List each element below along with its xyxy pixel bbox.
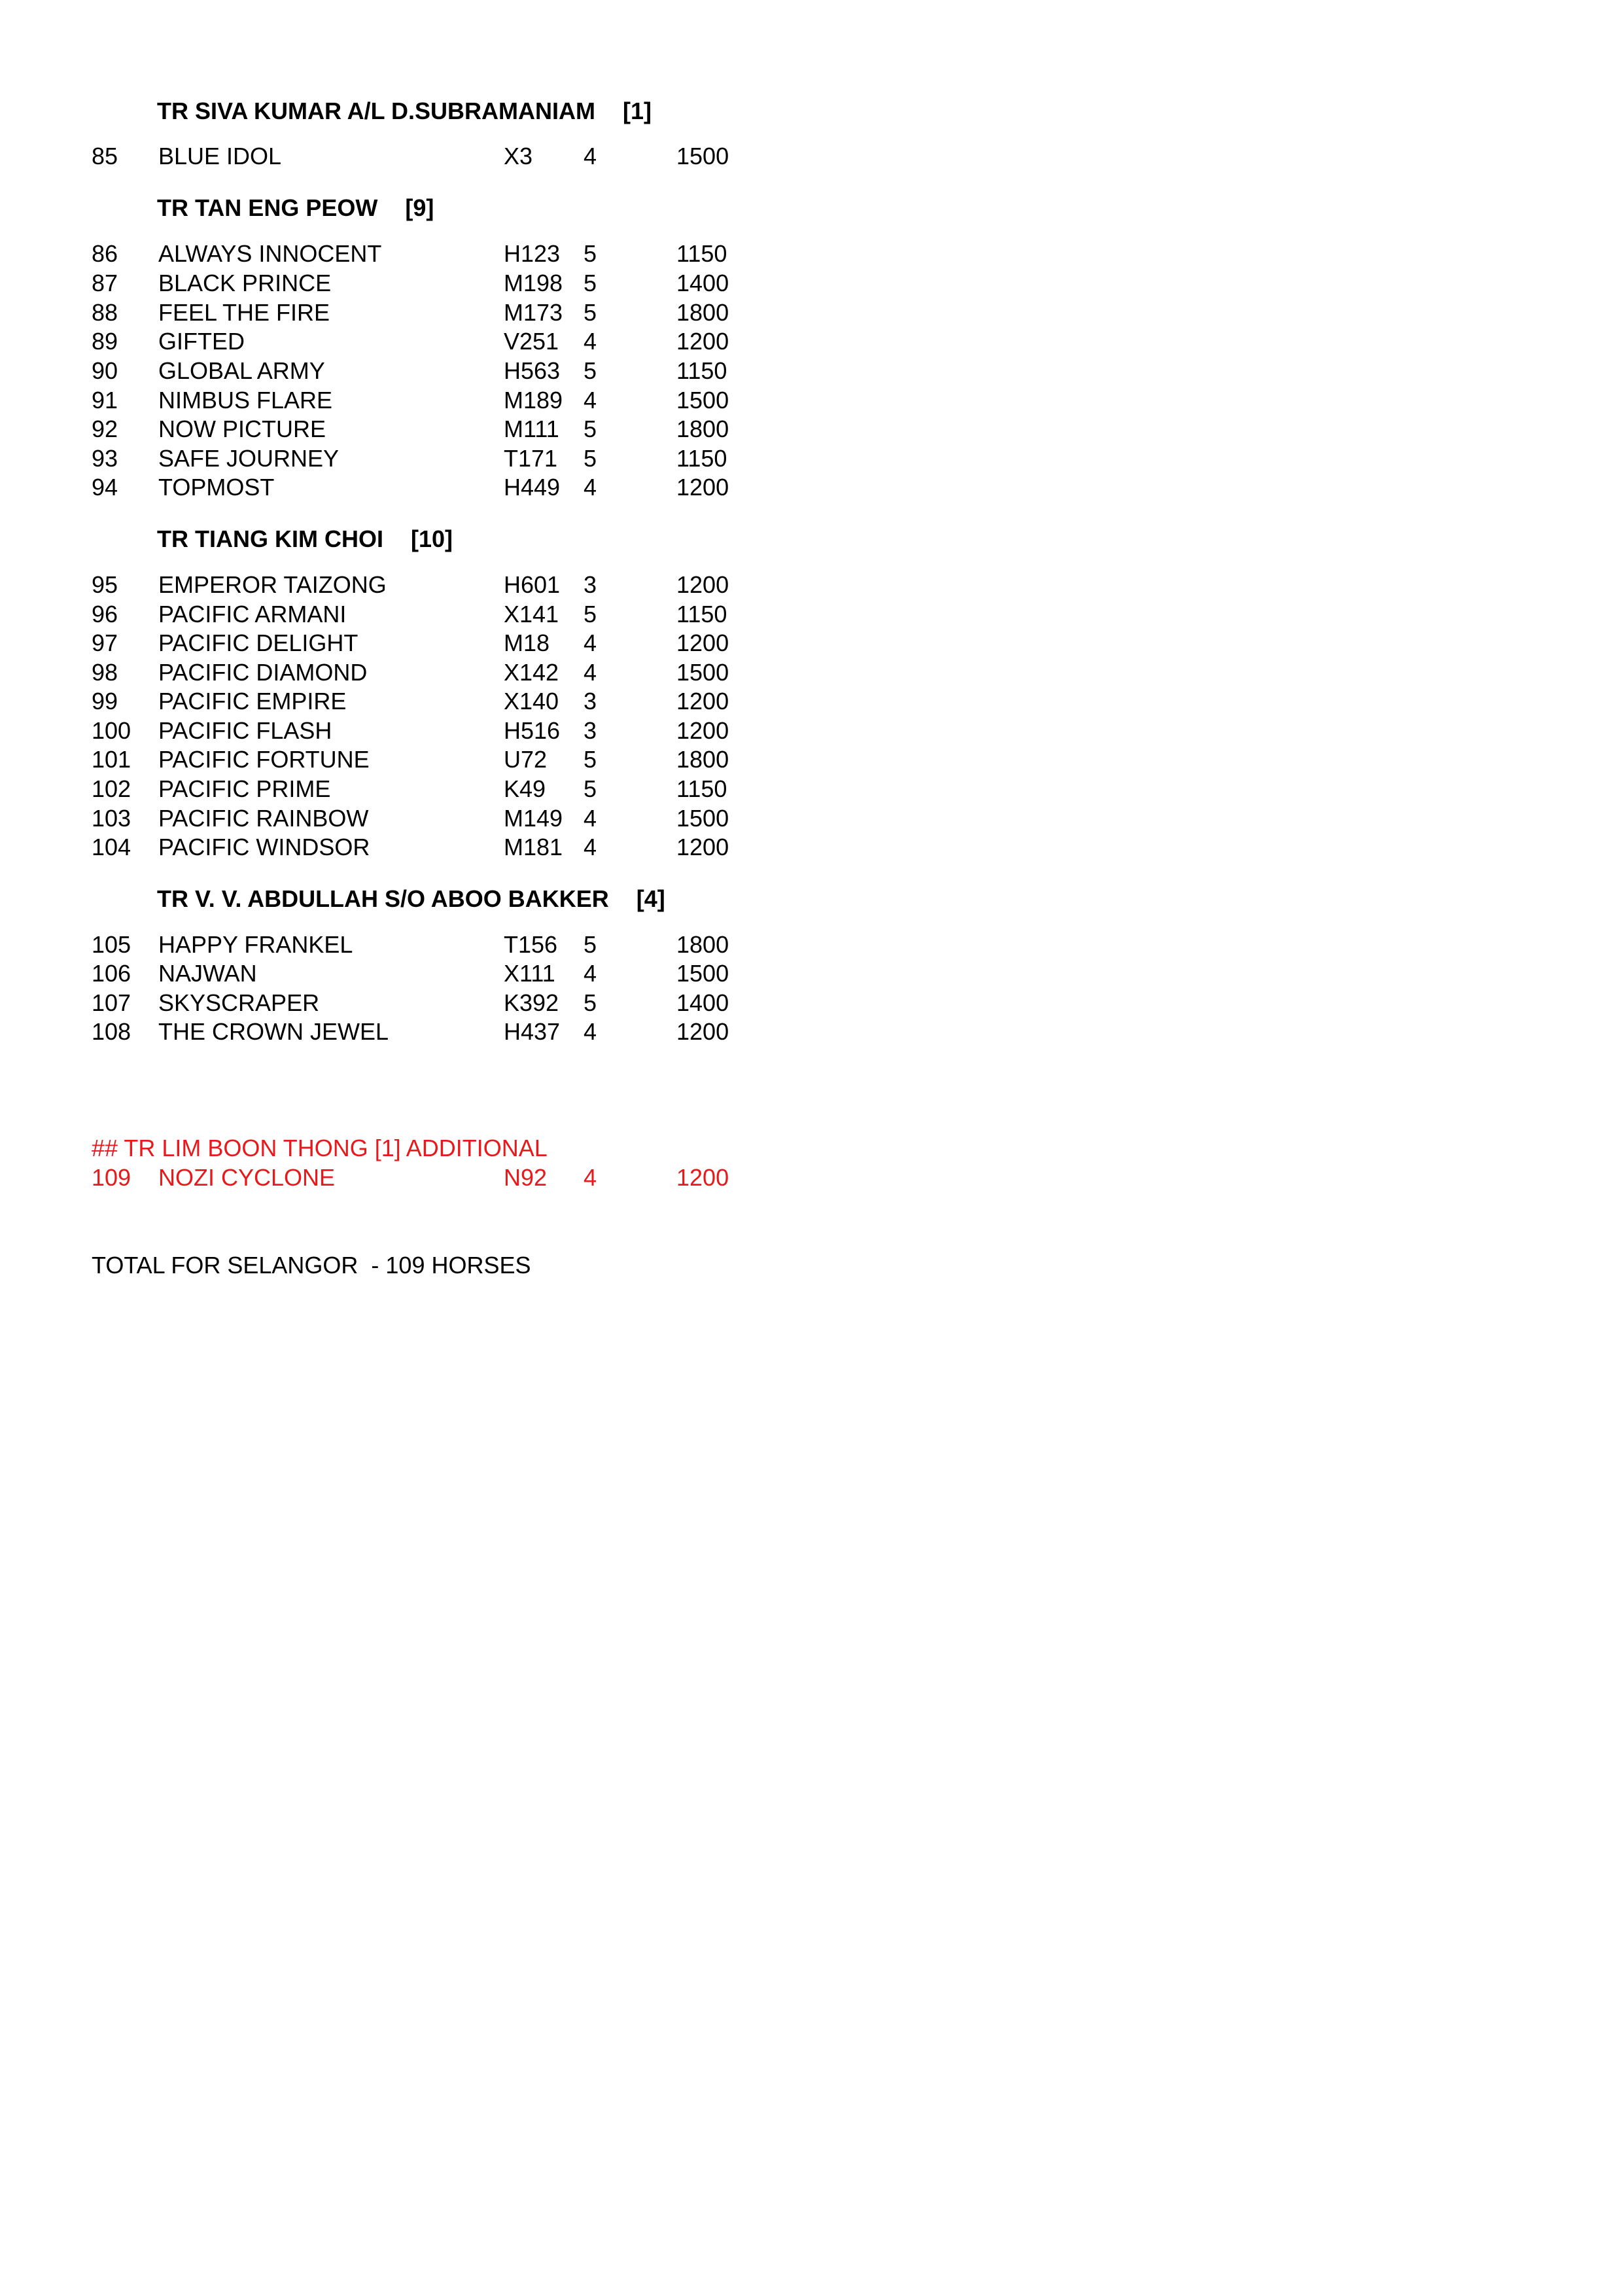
trainer-header: [157, 99, 652, 123]
horse-age: 4: [584, 474, 597, 501]
horse-name: BLACK PRINCE: [158, 270, 332, 296]
horse-value: 1200: [676, 688, 729, 715]
horse-row: [0, 1020, 785, 1050]
horse-code: H123: [504, 240, 561, 267]
horse-code: X141: [504, 601, 559, 627]
horse-name: PACIFIC FLASH: [158, 717, 332, 744]
horse-code: X111: [504, 960, 555, 987]
horse-name: HAPPY FRANKEL: [158, 931, 353, 958]
horse-age: 4: [584, 805, 597, 832]
horse-value: 1150: [676, 357, 727, 384]
horse-code: H437: [504, 1018, 561, 1045]
horse-row: [0, 836, 785, 865]
horse-name: NOZI CYCLONE: [158, 1164, 336, 1191]
horse-code: U72: [504, 746, 548, 773]
horse-number: 95: [92, 571, 118, 598]
horse-name: GLOBAL ARMY: [158, 357, 325, 384]
horse-age: 5: [584, 415, 597, 442]
horse-code: M173: [504, 299, 563, 326]
horse-name: THE CROWN JEWEL: [158, 1018, 389, 1045]
horse-row: [0, 145, 785, 174]
horse-row: [0, 933, 785, 963]
horse-number: 94: [92, 474, 118, 501]
trainer-header: [157, 196, 434, 220]
horse-age: 5: [584, 989, 597, 1016]
horse-name: SAFE JOURNEY: [158, 445, 340, 472]
horse-code: M18: [504, 629, 550, 656]
horse-age: 4: [584, 1164, 597, 1191]
horse-name: ALWAYS INNOCENT: [158, 240, 382, 267]
horse-row: [0, 389, 785, 418]
horse-age: 4: [584, 834, 597, 860]
horse-name: PACIFIC FORTUNE: [158, 746, 370, 773]
trainer-name: TR TIANG KIM CHOI: [157, 525, 383, 552]
horse-code: K49: [504, 775, 546, 802]
horse-number: 100: [92, 717, 131, 744]
horse-row: [0, 301, 785, 330]
horse-value: 1200: [676, 629, 729, 656]
horse-value: 1200: [676, 1018, 729, 1045]
trainer-horse-count: [9]: [405, 194, 434, 221]
horse-name: PACIFIC DELIGHT: [158, 629, 358, 656]
horse-row: [0, 690, 785, 719]
horse-row: [0, 991, 785, 1021]
horse-number: 93: [92, 445, 118, 472]
horse-name: PACIFIC PRIME: [158, 775, 331, 802]
horse-value: 1150: [676, 775, 727, 802]
horse-value: 1500: [676, 143, 729, 169]
trainer-horse-count: [1]: [622, 97, 652, 124]
horse-number: 104: [92, 834, 131, 860]
trainer-name: TR TAN ENG PEOW: [157, 194, 378, 221]
horse-value: 1150: [676, 240, 727, 267]
horse-value: 1800: [676, 931, 729, 958]
horse-value: 1200: [676, 474, 729, 501]
horse-name: NIMBUS FLARE: [158, 387, 333, 414]
horse-row: [0, 661, 785, 690]
horse-value: 1500: [676, 805, 729, 832]
horse-age: 4: [584, 1018, 597, 1045]
horse-age: 5: [584, 357, 597, 384]
horse-number: 96: [92, 601, 118, 627]
horse-number: 97: [92, 629, 118, 656]
horse-row: [0, 962, 785, 991]
horse-number: 103: [92, 805, 131, 832]
horse-number: 105: [92, 931, 131, 958]
horse-code: T171: [504, 445, 558, 472]
horse-name: NAJWAN: [158, 960, 257, 987]
horse-code: H449: [504, 474, 561, 501]
horse-number: 108: [92, 1018, 131, 1045]
horse-name: PACIFIC DIAMOND: [158, 659, 368, 686]
horse-code: M198: [504, 270, 563, 296]
horse-row: [0, 748, 785, 777]
horse-name: PACIFIC RAINBOW: [158, 805, 369, 832]
horse-row: [0, 447, 785, 476]
horse-code: M111: [504, 415, 559, 442]
horse-code: H601: [504, 571, 561, 598]
horse-row: [0, 417, 785, 447]
additional-note: ## TR LIM BOON THONG [1] ADDITIONAL: [92, 1135, 548, 1161]
horse-age: 5: [584, 240, 597, 267]
horse-age: 5: [584, 931, 597, 958]
horse-name: NOW PICTURE: [158, 415, 326, 442]
horse-code: V251: [504, 328, 559, 355]
horse-name: PACIFIC ARMANI: [158, 601, 347, 627]
horse-value: 1400: [676, 989, 729, 1016]
horse-row: [0, 476, 785, 505]
horse-value: 1500: [676, 659, 729, 686]
horse-row: [0, 330, 785, 359]
horse-row: [0, 807, 785, 836]
trainer-header: [157, 887, 665, 911]
horse-number: 107: [92, 989, 131, 1016]
horse-value: 1200: [676, 1164, 729, 1191]
horse-row: [0, 359, 785, 389]
horse-value: 1800: [676, 299, 729, 326]
horse-value: 1800: [676, 415, 729, 442]
horse-code: M149: [504, 805, 563, 832]
horse-number: 98: [92, 659, 118, 686]
horse-code: M189: [504, 387, 563, 414]
horse-number: 88: [92, 299, 118, 326]
horse-name: SKYSCRAPER: [158, 989, 320, 1016]
horse-age: 4: [584, 629, 597, 656]
horse-number: 91: [92, 387, 118, 414]
trainer-horse-count: [10]: [410, 525, 453, 552]
horse-code: M181: [504, 834, 563, 860]
additional-horse-row: [0, 1166, 785, 1195]
horse-number: 86: [92, 240, 118, 267]
horse-number: 90: [92, 357, 118, 384]
trainer-horse-count: [4]: [636, 885, 665, 912]
horse-row: [0, 242, 785, 272]
horse-age: 4: [584, 659, 597, 686]
horse-age: 5: [584, 299, 597, 326]
horse-value: 1500: [676, 960, 729, 987]
horse-name: FEEL THE FIRE: [158, 299, 330, 326]
horse-age: 3: [584, 717, 597, 744]
horse-age: 5: [584, 746, 597, 773]
horse-name: TOPMOST: [158, 474, 275, 501]
horse-name: PACIFIC EMPIRE: [158, 688, 347, 715]
horse-code: T156: [504, 931, 558, 958]
horse-number: 101: [92, 746, 131, 773]
horse-name: EMPEROR TAIZONG: [158, 571, 387, 598]
horse-number: 89: [92, 328, 118, 355]
horse-age: 4: [584, 960, 597, 987]
horse-code: X140: [504, 688, 559, 715]
horse-age: 5: [584, 775, 597, 802]
horse-number: 102: [92, 775, 131, 802]
horse-age: 5: [584, 601, 597, 627]
horse-value: 1500: [676, 387, 729, 414]
trainer-name: TR SIVA KUMAR A/L D.SUBRAMANIAM: [157, 97, 595, 124]
horse-value: 1200: [676, 328, 729, 355]
horse-number: 109: [92, 1164, 131, 1191]
trainer-name: TR V. V. ABDULLAH S/O ABOO BAKKER: [157, 885, 609, 912]
total-summary: TOTAL FOR SELANGOR - 109 HORSES: [92, 1252, 531, 1279]
horse-age: 5: [584, 445, 597, 472]
horse-row: [0, 777, 785, 807]
horse-value: 1150: [676, 445, 727, 472]
horse-code: H516: [504, 717, 561, 744]
horse-row: [0, 272, 785, 301]
horse-row: [0, 603, 785, 632]
horse-age: 4: [584, 328, 597, 355]
horse-value: 1200: [676, 717, 729, 744]
horse-name: PACIFIC WINDSOR: [158, 834, 370, 860]
horse-name: GIFTED: [158, 328, 245, 355]
horse-value: 1200: [676, 834, 729, 860]
horse-code: N92: [504, 1164, 548, 1191]
trainer-header: [157, 527, 453, 551]
horse-code: K392: [504, 989, 559, 1016]
horse-number: 106: [92, 960, 131, 987]
horse-number: 99: [92, 688, 118, 715]
horse-row: [0, 573, 785, 603]
horse-age: 4: [584, 387, 597, 414]
horse-value: 1800: [676, 746, 729, 773]
horse-age: 4: [584, 143, 597, 169]
horse-age: 3: [584, 688, 597, 715]
horse-value: 1200: [676, 571, 729, 598]
horse-number: 87: [92, 270, 118, 296]
horse-code: X3: [504, 143, 533, 169]
horse-value: 1400: [676, 270, 729, 296]
horse-row: [0, 631, 785, 661]
horse-row: [0, 719, 785, 749]
horse-code: X142: [504, 659, 559, 686]
horse-value: 1150: [676, 601, 727, 627]
horse-age: 5: [584, 270, 597, 296]
horse-number: 85: [92, 143, 118, 169]
horse-number: 92: [92, 415, 118, 442]
horse-name: BLUE IDOL: [158, 143, 282, 169]
horse-age: 3: [584, 571, 597, 598]
horse-code: H563: [504, 357, 561, 384]
